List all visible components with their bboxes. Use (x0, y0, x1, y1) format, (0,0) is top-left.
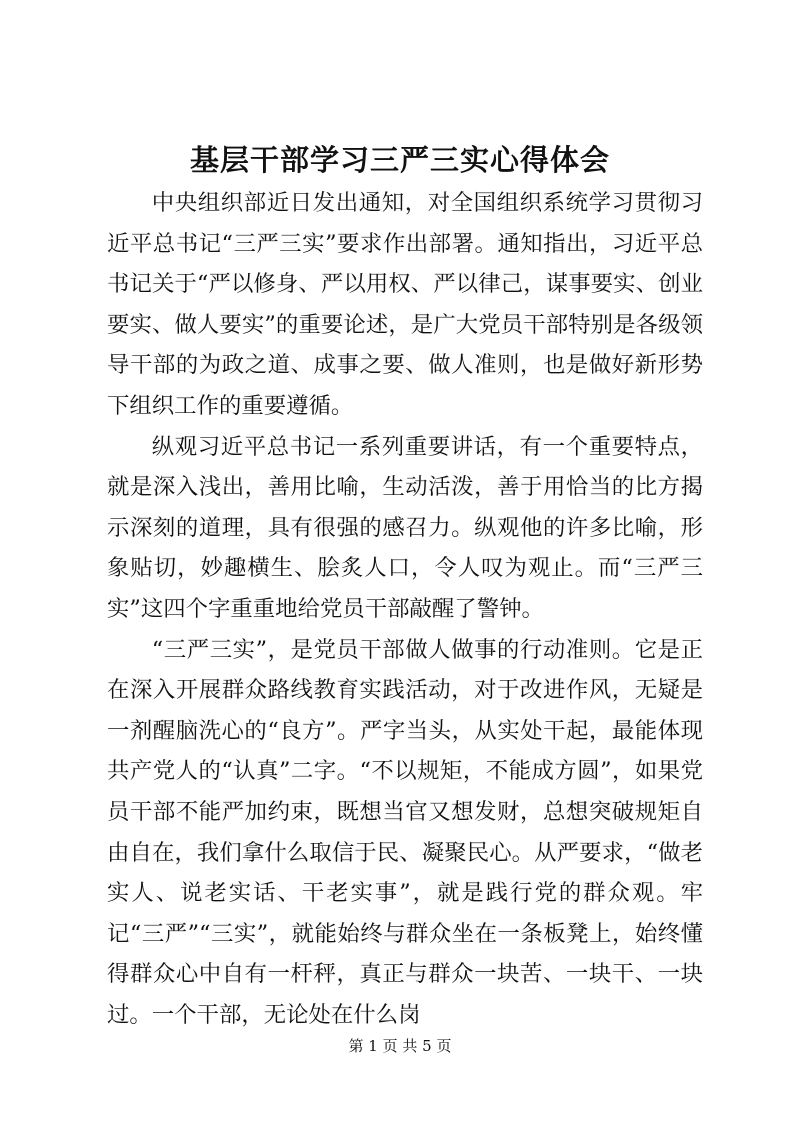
paragraph-2: 纵观习近平总书记一系列重要讲话，有一个重要特点，就是深入浅出，善用比喻，生动活泼，善于用恰当的比方揭示深刻的道理，具有很强的感召力。纵观他的许多比喻，形象贴切，妙趣横生、脍炙人口，令人叹为观止。而“三严三实”这四个字重重地给党员干部敲醒了警钟。 (107, 433, 703, 622)
document-title: 基层干部学习三严三实心得体会 (189, 143, 610, 177)
page-footer: 第 1 页 共 5 页 (348, 1037, 452, 1055)
document-body (107, 183, 703, 1035)
paragraph-3: “三严三实”，是党员干部做人做事的行动准则。它是正在深入开展群众路线教育实践活动，对于改进作风，无疑是一剂醒脑洗心的“良方”。严字当头，从实处干起，最能体现共产党人的“认真”二字。“不以规矩，不能成方圆”，如果党员干部不能严加约束，既想当官又想发财，总想突破规矩自由自在，我们拿什么取信于民、凝聚民心。从严要求，“做老实人、说老实话、干老实事”，就是践行党的群众观。牢记“三严”“三实”，就能始终与群众坐在一条板凳上，始终懂得群众心中自有一杆秤，真正与群众一块苦、一块干、一块过。一个干部，无论处在什么岗 (107, 636, 703, 1028)
paragraph-1: 中央组织部近日发出通知，对全国组织系统学习贯彻习近平总书记“三严三实”要求作出部署。通知指出，习近平总书记关于“严以修身、严以用权、严以律己，谋事要实、创业要实、做人要实”的重要论述，是广大党员干部特别是各级领导干部的为政之道、成事之要、做人准则，也是做好新形势下组织工作的重要遵循。 (107, 190, 703, 419)
